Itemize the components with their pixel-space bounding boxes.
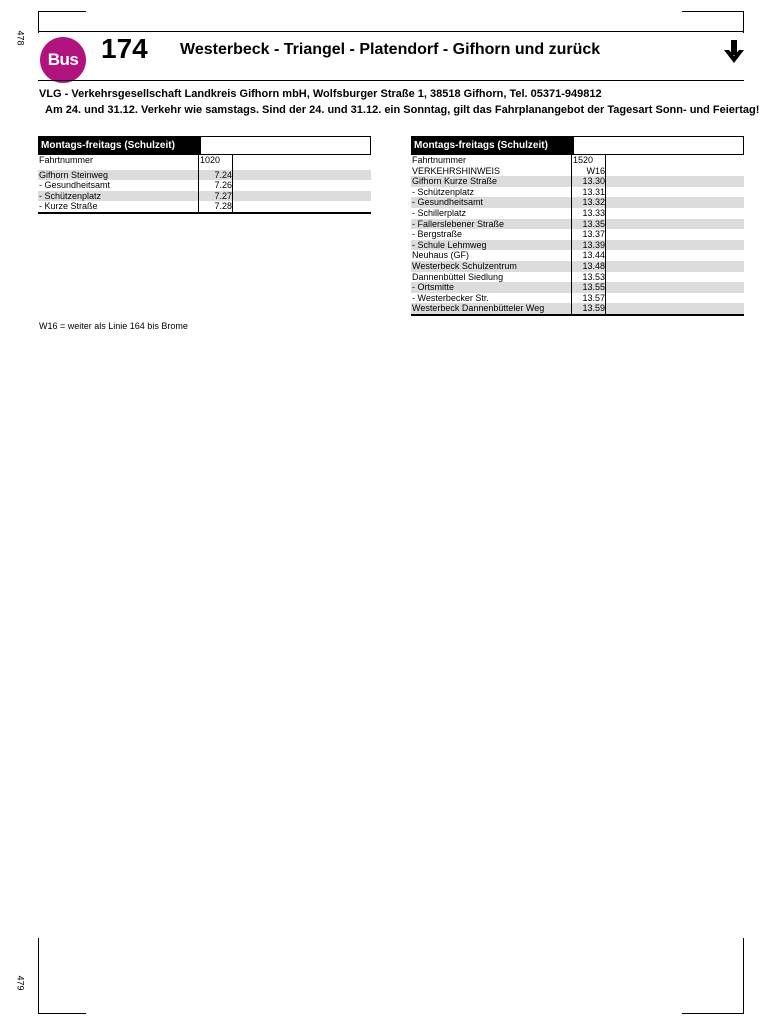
page-number-top: 478 [15,30,26,46]
stop-name: VERKEHRSHINWEIS [412,165,501,176]
timetable-right-header [411,136,744,155]
stop-name: Neuhaus (GF) [412,250,470,261]
table-row [411,282,744,293]
table-row [411,240,744,251]
crop-mark [743,11,744,33]
stop-name: Fahrtnummer [412,155,467,165]
stop-name: - Gesundheitsamt [412,197,484,208]
timetable-right-body [411,155,744,314]
table-row [411,176,744,187]
stop-name: - Fallerslebener Straße [412,218,505,229]
stop-name: Gifhorn Steinweg [39,169,109,180]
departure-time: 7.26 [214,180,232,191]
departure-time: 13.44 [582,250,605,261]
stop-name: - Ortsmitte [412,282,454,293]
crop-mark [38,11,86,12]
timetable-left-heading: Montags-freitags (Schulzeit) [39,137,201,154]
footnote: W16 = weiter als Linie 164 bis Brome [39,321,188,331]
table-row [38,170,371,181]
timetable-right [411,136,744,314]
departure-time: 13.57 [582,292,605,303]
departure-time: 7.27 [214,190,232,201]
departure-time: 13.32 [582,197,605,208]
line-number: 174 [101,33,148,64]
table-row [411,250,744,261]
table-row [411,293,744,304]
table-row [411,229,744,240]
crop-mark [682,1013,744,1014]
timetable-right-heading: Montags-freitags (Schulzeit) [412,137,574,154]
trip-number-row [411,155,744,166]
table-row [411,261,744,272]
stop-name: - Schützenplatz [39,190,102,201]
departure-time: W16 [586,165,605,176]
table-bottom-rule [38,212,371,214]
page-number-bottom: 479 [15,975,26,991]
departure-time: 13.39 [582,239,605,250]
bus-logo [40,37,86,83]
route-title: Westerbeck - Triangel - Platendorf - Gifhorn und zurück [180,41,601,58]
holiday-note: Am 24. und 31.12. Verkehr wie samstags. Sind der 24. und 31.12. ein Sonntag, gilt das Fahrplanangebot der Tagesart Sonn- und Feiertag! [45,104,760,116]
header-rule-bottom [38,80,744,81]
table-row [411,187,744,198]
timetable-left-header [38,136,371,155]
timetable-left-body [38,155,371,212]
stop-name: - Westerbecker Str. [412,292,489,303]
stop-name: Gifhorn Kurze Straße [412,176,498,187]
table-row [38,180,371,191]
stop-name: - Schützenplatz [412,186,475,197]
arrow-down-icon [722,39,746,65]
stop-name: Dannenbüttel Siedlung [412,271,504,282]
table-row [38,191,371,202]
crop-mark [743,938,744,1014]
departure-time: 7.28 [214,201,232,212]
table-row [38,201,371,212]
departure-time: 13.31 [582,186,605,197]
timetable-left [38,136,371,212]
stop-name: - Kurze Straße [39,201,98,212]
departure-time: 13.37 [582,229,605,240]
table-row [411,303,744,314]
trip-number: 1020 [200,155,221,165]
bus-logo-text: Bus [47,50,79,69]
table-bottom-rule [411,314,744,316]
column-divider [571,155,572,314]
departure-time: 7.24 [214,169,232,180]
table-row [411,272,744,283]
column-divider [198,155,199,212]
departure-time: 13.48 [582,260,605,271]
stop-name: Westerbeck Dannenbütteler Weg [412,303,545,314]
operator-info: VLG - Verkehrsgesellschaft Landkreis Gifhorn mbH, Wolfsburger Straße 1, 38518 Gifhorn, Tel. 05371-949812 [39,88,602,100]
stop-name: Fahrtnummer [39,155,94,165]
crop-mark [682,11,744,12]
departure-time: 13.53 [582,271,605,282]
stop-name: Westerbeck Schulzentrum [412,260,517,271]
stop-name: - Schillerplatz [412,207,467,218]
table-row [411,219,744,230]
trip-number: 1520 [573,155,594,165]
table-row [411,197,744,208]
departure-time: 13.55 [582,282,605,293]
header-rule-top [38,31,744,32]
departure-time: 13.30 [582,176,605,187]
crop-mark [38,11,39,33]
table-row [411,166,744,177]
stop-name: - Gesundheitsamt [39,180,111,191]
stop-name: - Bergstraße [412,229,463,240]
stop-name: - Schule Lehmweg [412,239,487,250]
column-divider [605,155,606,314]
table-row [411,208,744,219]
trip-number-row [38,155,371,166]
crop-mark [38,938,39,1014]
crop-mark [38,1013,86,1014]
departure-time: 13.59 [582,303,605,314]
column-divider [232,155,233,212]
departure-time: 13.33 [582,207,605,218]
departure-time: 13.35 [582,218,605,229]
